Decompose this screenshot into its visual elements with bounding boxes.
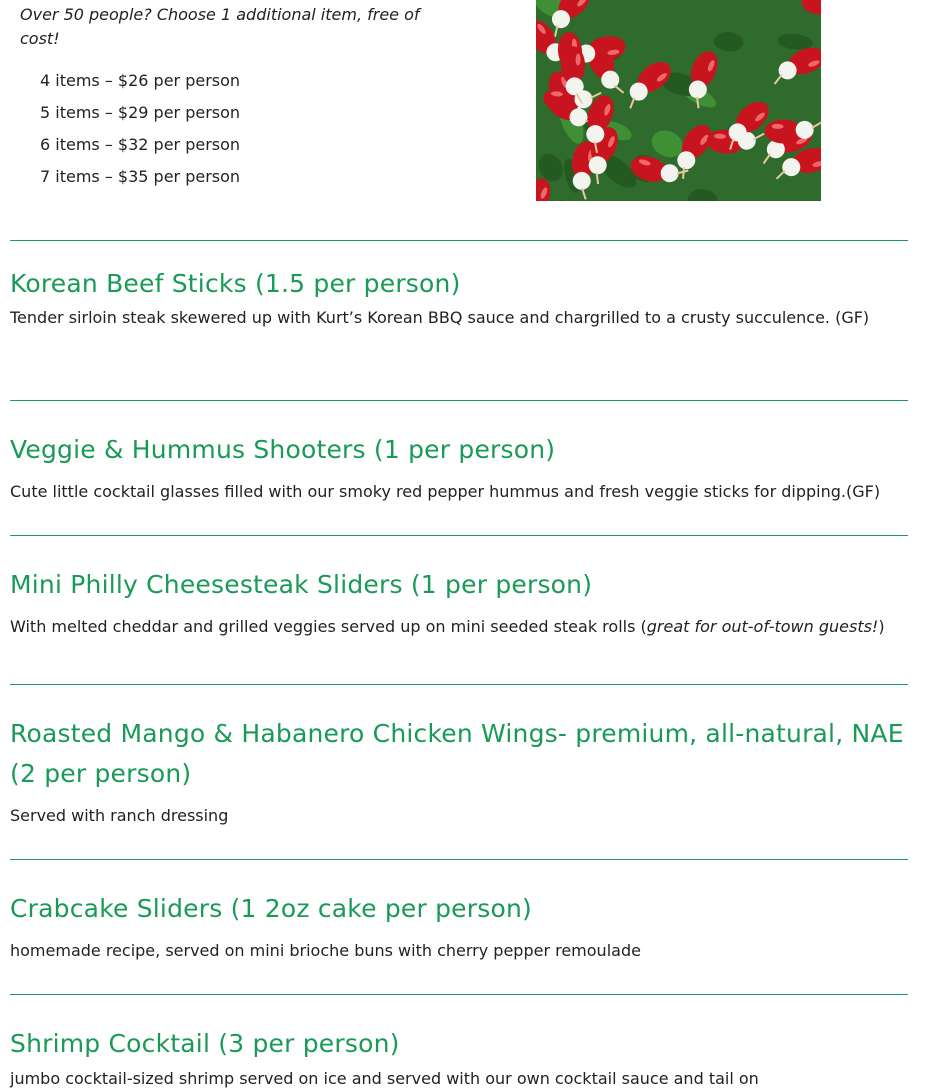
pricing-tier: 6 items – $32 per person xyxy=(40,129,240,161)
item-desc-crabcake-sliders: homemade recipe, served on mini brioche buns with cherry pepper remoulade xyxy=(10,939,930,963)
item-desc-text: With melted cheddar and grilled veggies served up on mini seeded steak rolls ( xyxy=(10,617,647,636)
pricing-tier: 7 items – $35 per person xyxy=(40,161,240,193)
caprese-skewers-image xyxy=(536,0,821,201)
pricing-list xyxy=(40,65,240,193)
item-title-korean-beef-sticks: Korean Beef Sticks (1.5 per person) xyxy=(10,264,920,304)
section-divider xyxy=(10,535,908,536)
section-divider xyxy=(10,994,908,995)
pricing-tier: 5 items – $29 per person xyxy=(40,97,240,129)
item-desc-text: ) xyxy=(878,617,884,636)
item-title-philly-cheesesteak-sliders: Mini Philly Cheesesteak Sliders (1 per person) xyxy=(10,565,920,605)
item-desc-veggie-hummus-shooters: Cute little cocktail glasses filled with our smoky red pepper hummus and fresh veggie sticks for dipping.(GF) xyxy=(10,480,930,504)
item-desc-chicken-wings: Served with ranch dressing xyxy=(10,804,930,828)
item-title-crabcake-sliders: Crabcake Sliders (1 2oz cake per person) xyxy=(10,889,920,929)
item-title-veggie-hummus-shooters: Veggie & Hummus Shooters (1 per person) xyxy=(10,430,920,470)
item-desc-shrimp-cocktail: jumbo cocktail-sized shrimp served on ice and served with our own cocktail sauce and tail on xyxy=(10,1067,930,1091)
section-divider xyxy=(10,684,908,685)
section-divider xyxy=(10,859,908,860)
item-desc-emphasis: great for out-of-town guests! xyxy=(647,617,879,636)
caprese-skewers-photo xyxy=(536,0,821,201)
section-divider xyxy=(10,240,908,241)
item-desc-philly-cheesesteak-sliders xyxy=(10,615,930,639)
item-desc-korean-beef-sticks: Tender sirloin steak skewered up with Kurt’s Korean BBQ sauce and chargrilled to a crusty succulence. (GF) xyxy=(10,306,930,330)
pricing-tier: 4 items – $26 per person xyxy=(40,65,240,97)
section-divider xyxy=(10,400,908,401)
promo-note: Over 50 people? Choose 1 additional item, free of cost! xyxy=(20,3,440,51)
item-title-shrimp-cocktail: Shrimp Cocktail (3 per person) xyxy=(10,1024,920,1064)
item-title-chicken-wings: Roasted Mango & Habanero Chicken Wings- premium, all-natural, NAE (2 per person) xyxy=(10,714,910,794)
